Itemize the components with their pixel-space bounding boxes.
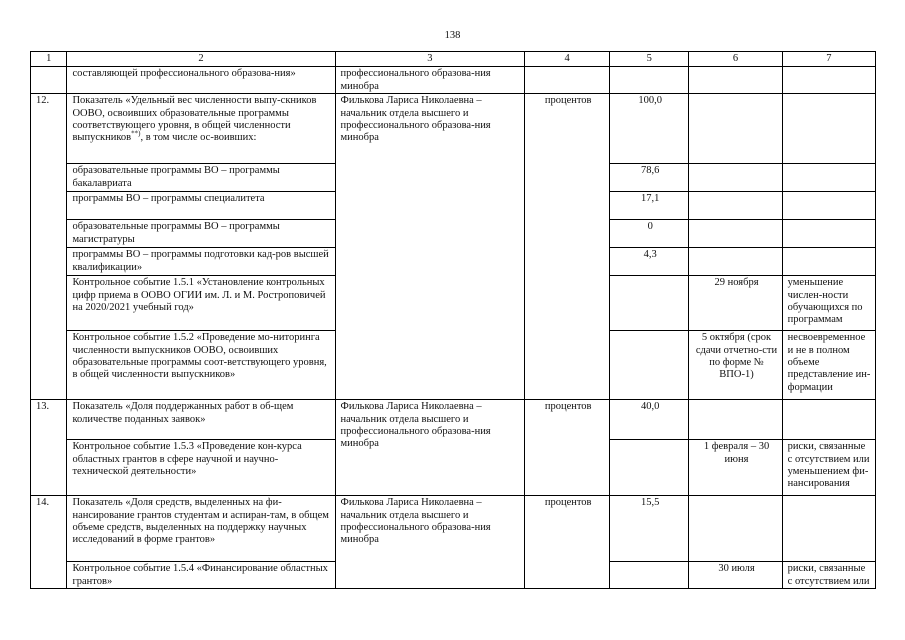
cell-date: 30 июля — [689, 562, 782, 589]
cell-date: 5 октября (срок сдачи отчетно-сти по форме № ВПО-1) — [689, 331, 782, 400]
cell-date — [689, 94, 782, 164]
cell-date — [689, 400, 782, 440]
cell-value: 17,1 — [610, 192, 689, 220]
cell-text: образовательные программы ВО – программы магистратуры — [67, 220, 335, 248]
cell-value: 40,0 — [610, 400, 689, 440]
cell-risk: риски, связанные с отсутствием или уменьшением фи-нансирования — [782, 440, 875, 496]
column-number: 3 — [335, 52, 525, 67]
cell-text: образовательные программы ВО – программы бакалавриата — [67, 164, 335, 192]
cell-responsible: профессионального образова-ния минобра — [335, 67, 525, 94]
column-number-row — [31, 52, 876, 67]
cell-responsible: Филькова Лариса Николаевна – начальник отдела высшего и профессионального образова-ния минобра — [335, 400, 525, 496]
cell-risk — [782, 248, 875, 276]
column-number: 4 — [525, 52, 610, 67]
cell-date — [689, 496, 782, 562]
indicators-table — [30, 51, 876, 589]
cell-date — [689, 192, 782, 220]
cell-value — [610, 331, 689, 400]
cell-responsible: Филькова Лариса Николаевна – начальник отдела высшего и профессионального образова-ния минобра — [335, 496, 525, 589]
row-number: 13. — [31, 400, 67, 496]
cell-value: 0 — [610, 220, 689, 248]
row-number — [31, 67, 67, 94]
column-number: 7 — [782, 52, 875, 67]
cell-date — [689, 164, 782, 192]
cell-risk — [782, 400, 875, 440]
cell-value: 15,5 — [610, 496, 689, 562]
cell-unit — [525, 67, 610, 94]
cell-risk — [782, 164, 875, 192]
cell-risk: риски, связанные с отсутствием или — [782, 562, 875, 589]
column-number: 2 — [67, 52, 335, 67]
cell-date — [689, 220, 782, 248]
cell-text: Контрольное событие 1.5.1 «Установление контрольных цифр приема в ООВО ОГИИ им. Л. и М. Ростроповичей на 2020/2021 учебный год» — [67, 276, 335, 331]
cell-value — [610, 562, 689, 589]
cell-date — [689, 67, 782, 94]
cell-date — [689, 248, 782, 276]
row-number: 12. — [31, 94, 67, 400]
table-row — [31, 94, 876, 164]
cell-value: 78,6 — [610, 164, 689, 192]
cell-risk — [782, 220, 875, 248]
cell-value: 4,3 — [610, 248, 689, 276]
table-row — [31, 496, 876, 562]
cell-text: составляющей профессионального образова-ния» — [67, 67, 335, 94]
cell-responsible: Филькова Лариса Николаевна – начальник отдела высшего и профессионального образова-ния минобра — [335, 94, 525, 400]
cell-unit: процентов — [525, 94, 610, 400]
cell-text: Контрольное событие 1.5.3 «Проведение кон-курса областных грантов в сфере научной и научно-технической деятельности» — [67, 440, 335, 496]
cell-value — [610, 276, 689, 331]
cell-value — [610, 440, 689, 496]
cell-risk — [782, 94, 875, 164]
column-number: 5 — [610, 52, 689, 67]
cell-text: Контрольное событие 1.5.4 «Финансирование областных грантов» — [67, 562, 335, 589]
cell-date: 1 февраля – 30 июня — [689, 440, 782, 496]
cell-risk: уменьшение числен-ности обучающихся по программам — [782, 276, 875, 331]
column-number: 1 — [31, 52, 67, 67]
cell-text: программы ВО – программы подготовки кад-ров высшей квалификации» — [67, 248, 335, 276]
cell-text: Контрольное событие 1.5.2 «Проведение мо-ниторинга численности выпускников ООВО, освоивших образовательные программы соот-ветствующего уровня, в общей численности выпускников» — [67, 331, 335, 400]
cell-unit: процентов — [525, 496, 610, 589]
page-number: 138 — [444, 30, 461, 41]
cell-date: 29 ноября — [689, 276, 782, 331]
cell-text: Показатель «Доля поддержанных работ в об-щем количестве поданных заявок» — [67, 400, 335, 440]
table-row — [31, 67, 876, 94]
table-row — [31, 400, 876, 440]
cell-risk: несвоевременное и не в полном объеме представление ин-формации — [782, 331, 875, 400]
cell-unit: процентов — [525, 400, 610, 496]
cell-text: программы ВО – программы специалитета — [67, 192, 335, 220]
cell-text: Показатель «Доля средств, выделенных на фи-нансирование грантов студентам и аспиран-там, в общем объеме средств, выделенных на поддержку научных исследований в форме грантов» — [67, 496, 335, 562]
cell-value — [610, 67, 689, 94]
cell-risk — [782, 67, 875, 94]
cell-text: Показатель «Удельный вес численности выпу-скников ООВО, освоивших образовательные программы соответствующего уровня, в общей численности выпускников**), в том числе ос-воивших: — [67, 94, 335, 164]
cell-value: 100,0 — [610, 94, 689, 164]
cell-risk — [782, 496, 875, 562]
column-number: 6 — [689, 52, 782, 67]
row-number: 14. — [31, 496, 67, 589]
cell-risk — [782, 192, 875, 220]
